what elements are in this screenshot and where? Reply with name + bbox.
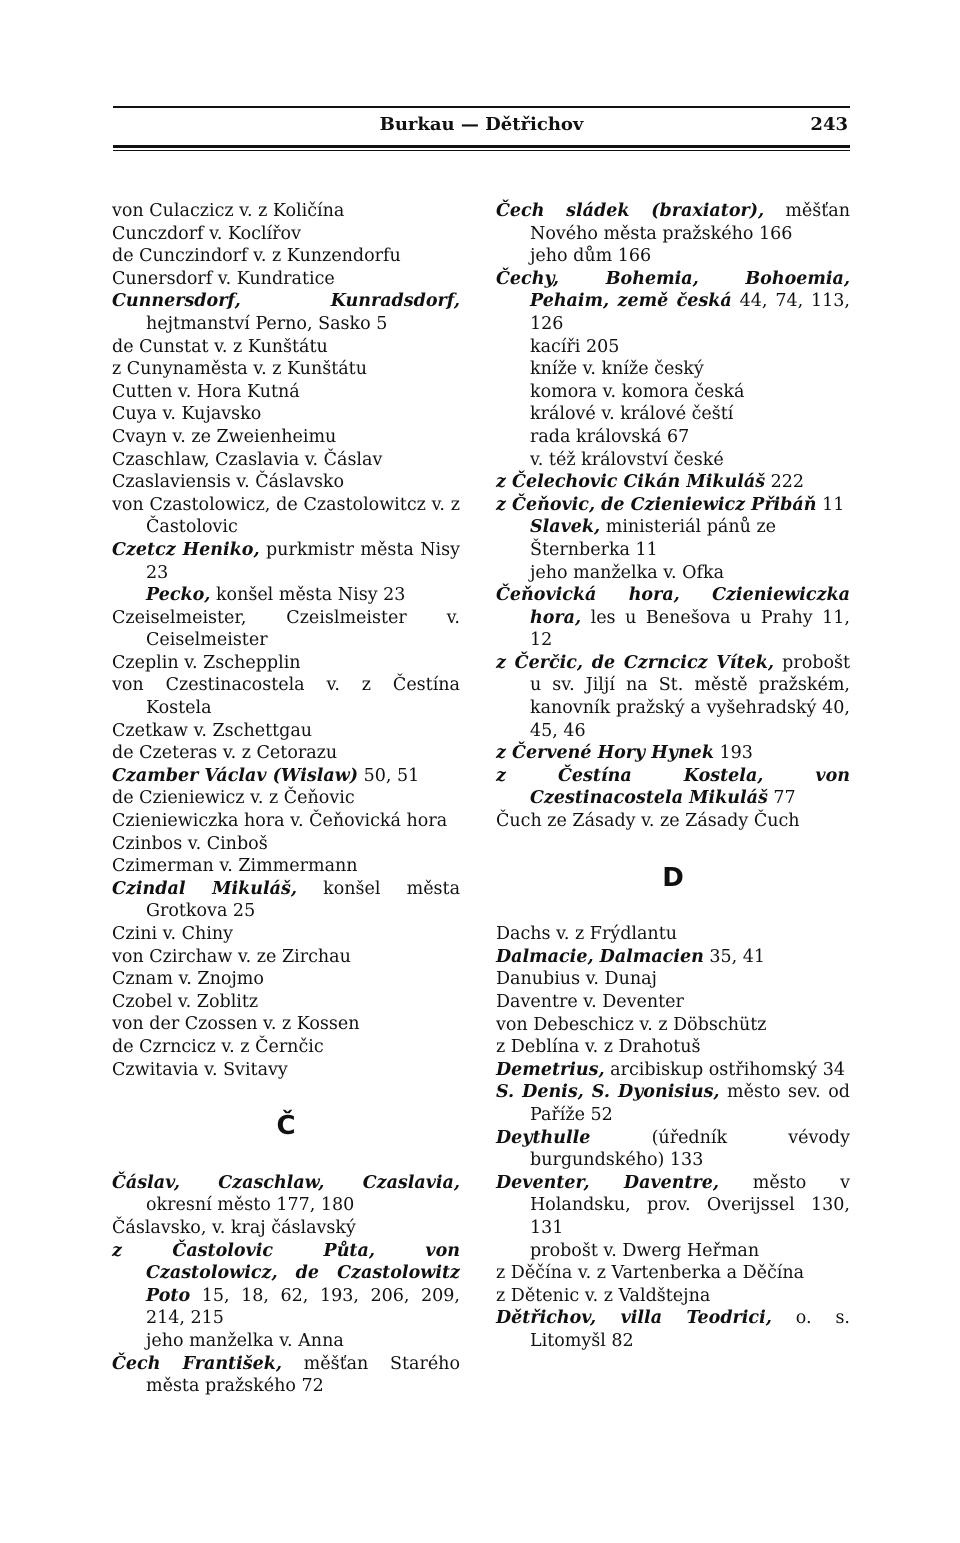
entry-text: o. s. Litomyšl 82 — [530, 1308, 850, 1351]
entry-text: králové v. králové čeští — [530, 404, 734, 425]
entry-heading: z Čeňovic, de Czieniewicz Přibáň — [496, 494, 817, 515]
index-entry — [112, 1036, 460, 1059]
index-entry — [112, 290, 460, 335]
entry-text: konšel města Nisy 23 — [210, 585, 406, 606]
index-subentry — [496, 403, 850, 426]
entry-text: jeho manželka v. Anna — [146, 1330, 344, 1351]
index-entry — [496, 923, 850, 946]
header-title: Burkau — Dětřichov — [379, 114, 584, 135]
index-entry — [496, 584, 850, 652]
index-entry — [496, 946, 850, 969]
entry-text: z Cunynaměsta v. z Kunštátu — [112, 359, 367, 380]
index-entry — [112, 358, 460, 381]
entry-text: Czinbos v. Cinboš — [112, 833, 268, 854]
entry-text: rada královská 67 — [530, 426, 690, 447]
entry-text: Čáslavsko, v. kraj čáslavský — [112, 1217, 356, 1238]
index-entry — [112, 494, 460, 539]
index-entry — [112, 426, 460, 449]
entry-text: les u Benešova u Prahy 11, 12 — [530, 607, 850, 651]
entry-heading: z Čelechovic Cikán Mikuláš — [496, 472, 766, 493]
entry-text: purkmistr města Nisy 23 — [146, 539, 461, 583]
index-entry — [112, 674, 460, 719]
index-entry — [496, 765, 850, 810]
entry-text: 222 — [765, 472, 805, 493]
index-entry — [112, 381, 460, 404]
entry-heading: S. Denis, S. Dyonisius, — [496, 1082, 720, 1103]
running-header — [113, 112, 850, 140]
index-subentry — [496, 358, 850, 381]
index-column-left — [112, 200, 460, 1398]
entry-text: 35, 41 — [703, 946, 766, 967]
entry-text: město sev. od Paříže 52 — [530, 1082, 850, 1125]
index-entry — [496, 1172, 850, 1240]
entry-heading: Čeňovická hora, Czieniewiczka hora, — [496, 585, 850, 628]
entry-text: de Czieniewicz v. z Čeňovic — [112, 788, 355, 809]
index-entry — [112, 968, 460, 991]
entry-heading: Dětřichov, villa Teodrici, — [496, 1308, 772, 1329]
entry-heading: Demetrius, — [496, 1059, 605, 1080]
index-entry — [112, 539, 460, 584]
index-entry — [112, 1353, 460, 1398]
index-entry — [112, 946, 460, 969]
entry-text: konšel města Grotkova 25 — [146, 878, 460, 922]
entry-text: kacíři 205 — [530, 336, 620, 357]
entry-text: de Czrncicz v. z Černčic — [112, 1036, 324, 1057]
index-subentry — [496, 516, 850, 561]
entry-text: von Czirchaw v. ze Zirchau — [112, 946, 351, 967]
index-entry — [112, 403, 460, 426]
index-entry — [112, 268, 460, 291]
index-subentry — [496, 1240, 850, 1263]
entry-text: von Culaczicz v. z Količína — [112, 201, 345, 221]
index-subentry — [496, 381, 850, 404]
index-entry — [496, 1307, 850, 1352]
index-entry — [112, 449, 460, 472]
index-entry — [112, 765, 460, 788]
index-entry — [112, 471, 460, 494]
entry-text: okresní město 177, 180 — [146, 1195, 355, 1216]
entry-text: Cunersdorf v. Kundratice — [112, 268, 335, 289]
index-subentry — [496, 562, 850, 585]
entry-heading: Czamber Václav (Wislaw) — [112, 765, 359, 786]
index-entry — [496, 1014, 850, 1037]
index-entry — [496, 968, 850, 991]
index-subentry — [496, 336, 850, 359]
entry-text: Czeiselmeister, Czeislmeister v. Ceiselmeister — [112, 607, 460, 651]
index-entry — [496, 1036, 850, 1059]
entry-text: Cvayn v. ze Zweienheimu — [112, 426, 337, 447]
entry-text: de Cunstat v. z Kunštátu — [112, 336, 328, 357]
entry-text: arcibiskup ostřihomský 34 — [604, 1059, 845, 1080]
entry-heading: Čech sládek (braxiator), — [496, 201, 765, 221]
entry-text: Czaslaviensis v. Čáslavsko — [112, 472, 345, 493]
index-entry — [496, 810, 850, 833]
index-entry — [112, 200, 460, 223]
index-entry — [496, 1285, 850, 1308]
entry-text: Čuch ze Zásady v. ze Zásady Čuch — [496, 811, 800, 832]
index-subentry — [496, 245, 850, 268]
entry-text: von Czastolowicz, de Czastolowitcz v. z Častolovic — [112, 494, 460, 538]
index-entry — [112, 1013, 460, 1036]
entry-text: 15, 18, 62, 193, 206, 209, 214, 215 — [146, 1285, 460, 1329]
index-entry — [496, 1081, 850, 1126]
entry-text: Cunczdorf v. Koclířov — [112, 223, 301, 244]
index-entry — [112, 1172, 460, 1217]
entry-heading: Pecko, — [146, 585, 211, 606]
index-entry — [112, 742, 460, 765]
header-rule-bottom-thin — [113, 150, 850, 151]
entry-text: 44, 74, 113, 126 — [530, 291, 850, 334]
entry-text: Danubius v. Dunaj — [496, 969, 657, 990]
entry-text: Czwitavia v. Svitavy — [112, 1059, 288, 1080]
entry-heading: Czindal Mikuláš, — [112, 878, 297, 899]
entry-text: z Děčína v. z Vartenberka a Děčína — [496, 1263, 805, 1284]
index-entry — [496, 1127, 850, 1172]
entry-text: Cutten v. Hora Kutná — [112, 381, 300, 402]
index-entry — [112, 923, 460, 946]
entry-heading: Čáslav, Czaschlaw, Czaslavia, — [112, 1172, 460, 1193]
index-entry — [112, 652, 460, 675]
entry-text: Czobel v. Zoblitz — [112, 991, 259, 1012]
index-entry — [112, 991, 460, 1014]
entry-text: měšťan Nového města pražského 166 — [530, 201, 850, 244]
index-entry — [112, 223, 460, 246]
section-letter: D — [662, 862, 684, 893]
index-entry — [112, 787, 460, 810]
entry-text: Czeplin v. Zschepplin — [112, 652, 301, 673]
entry-text: 193 — [713, 743, 753, 764]
index-entry — [112, 1217, 460, 1240]
index-entry — [112, 336, 460, 359]
entry-text: von der Czossen v. z Kossen — [112, 1014, 360, 1035]
entry-text: z Deblína v. z Drahotuš — [496, 1037, 701, 1058]
index-entry — [496, 471, 850, 494]
index-entry — [496, 991, 850, 1014]
entry-heading: Dalmacie, Dalmacien — [496, 946, 704, 967]
entry-heading: Slavek, — [530, 517, 601, 538]
index-entry — [496, 200, 850, 245]
entry-text: (úředník vévody burgundského) 133 — [530, 1127, 850, 1171]
entry-text: probošt v. Dwerg Heřman — [530, 1240, 760, 1261]
index-subentry — [112, 584, 460, 607]
entry-text: komora v. komora česká — [530, 381, 745, 402]
index-entry — [496, 742, 850, 765]
index-entry — [112, 855, 460, 878]
entry-text: 77 — [767, 788, 796, 809]
entry-text: Czimerman v. Zimmermann — [112, 856, 358, 877]
index-entry — [112, 245, 460, 268]
entry-heading: z Čerčic, de Czrncicz Vítek, — [496, 652, 774, 673]
entry-heading: z Častolovic Půta, von Czastolowicz, de Czastolowitz Poto — [112, 1240, 460, 1306]
index-entry — [112, 810, 460, 833]
entry-text: měšťan Starého města pražského 72 — [146, 1353, 460, 1397]
index-subentry — [112, 1330, 460, 1353]
entry-text: Cuya v. Kujavsko — [112, 404, 262, 425]
entry-heading: z Čestína Kostela, von Czestinacostela Mikuláš — [496, 765, 850, 809]
entry-text: von Debeschicz v. z Döbschütz — [496, 1014, 767, 1035]
entry-text: Czaschlaw, Czaslavia v. Čáslav — [112, 449, 383, 470]
entry-heading: Čechy, Bohemia, Bohoemia, Pehaim, země česká — [496, 268, 850, 312]
entry-text: Czieniewiczka hora v. Čeňovická hora — [112, 811, 448, 832]
entry-text: kníže v. kníže český — [530, 359, 704, 380]
entry-text: de Czeteras v. z Cetorazu — [112, 743, 338, 764]
entry-heading: Czetcz Heniko, — [112, 539, 260, 560]
header-rule-top — [113, 106, 850, 108]
entry-text: Czini v. Chiny — [112, 924, 233, 944]
index-entry — [112, 1240, 460, 1330]
index-entry — [112, 607, 460, 652]
entry-heading: Cunnersdorf, Kunradsdorf, — [112, 291, 460, 312]
entry-text: probošt u sv. Jiljí na St. městě pražském, kanovník pražský a vyšehradský 40, 45, 46 — [530, 652, 850, 741]
entry-text: ministeriál pánů ze Šternberka 11 — [530, 517, 777, 560]
section-letter: Č — [276, 1111, 296, 1142]
index-entry — [496, 1262, 850, 1285]
entry-text: město v Holandsku, prov. Overijssel 130, 131 — [530, 1172, 850, 1238]
index-entry — [112, 833, 460, 856]
entry-text: jeho dům 166 — [530, 246, 652, 267]
index-subentry — [496, 449, 850, 472]
index-entry — [112, 720, 460, 743]
entry-text: hejtmanství Perno, Sasko 5 — [146, 313, 388, 334]
index-entry — [112, 1059, 460, 1082]
entry-heading: Deventer, Daventre, — [496, 1172, 719, 1193]
entry-text: Daventre v. Deventer — [496, 992, 684, 1012]
entry-text: 50, 51 — [358, 765, 420, 786]
entry-text: jeho manželka v. Ofka — [530, 562, 725, 583]
entry-text: Czetkaw v. Zschettgau — [112, 720, 313, 741]
index-entry — [112, 878, 460, 923]
page-number: 243 — [810, 114, 848, 135]
entry-text: 11 — [816, 494, 845, 515]
index-entry — [496, 1059, 850, 1082]
entry-text: v. též království české — [530, 449, 724, 470]
entry-text: de Cunczindorf v. z Kunzendorfu — [112, 246, 401, 267]
index-subentry — [496, 426, 850, 449]
entry-text: von Czestinacostela v. z Čestína Kostela — [112, 675, 460, 719]
entry-heading: Deythulle — [496, 1127, 591, 1148]
index-entry — [496, 652, 850, 742]
entry-text: Dachs v. z Frýdlantu — [496, 924, 677, 945]
index-column-right — [496, 200, 850, 1353]
entry-text: z Dětenic v. z Valdštejna — [496, 1285, 711, 1306]
index-entry — [496, 494, 850, 517]
index-entry — [496, 268, 850, 336]
entry-heading: Čech František, — [112, 1353, 282, 1374]
entry-text: Cznam v. Znojmo — [112, 969, 264, 990]
entry-heading: z Červené Hory Hynek — [496, 743, 714, 764]
header-rule-bottom — [113, 145, 850, 148]
